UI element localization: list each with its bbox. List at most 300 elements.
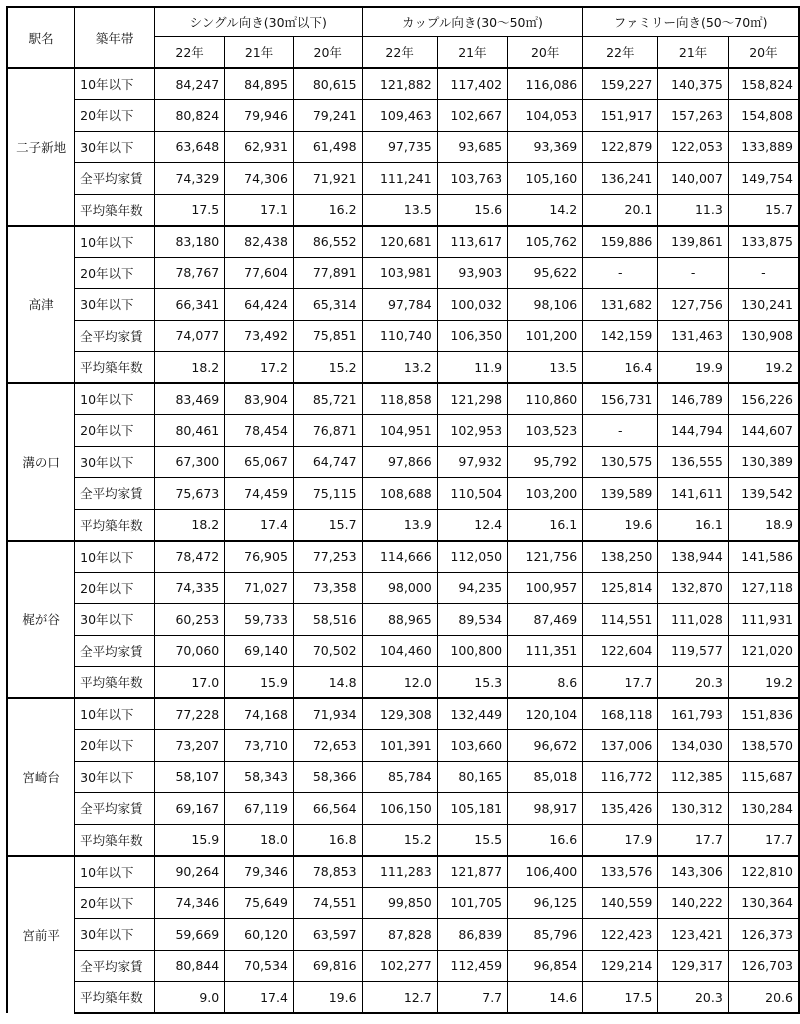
- table-cell: 101,391: [362, 730, 437, 762]
- table-cell: 74,306: [225, 163, 294, 195]
- table-cell: 149,754: [728, 163, 799, 195]
- header-year: 22年: [583, 37, 658, 69]
- table-cell: 103,981: [362, 257, 437, 289]
- table-row: [7, 667, 799, 699]
- table-row: [7, 289, 799, 321]
- station-name: 二子新地: [7, 68, 75, 226]
- table-cell: 131,463: [658, 320, 728, 352]
- table-row: [7, 383, 799, 415]
- table-cell: 9.0: [155, 982, 225, 1014]
- table-cell: 112,385: [658, 761, 728, 793]
- table-cell: 140,007: [658, 163, 728, 195]
- station-name: 高津: [7, 226, 75, 384]
- table-cell: 67,119: [225, 793, 294, 825]
- table-cell: 130,241: [728, 289, 799, 321]
- header-group-single: シングル向き(30㎡以下): [155, 7, 363, 37]
- table-cell: 69,167: [155, 793, 225, 825]
- table-cell: 157,263: [658, 100, 728, 132]
- table-cell: 67,300: [155, 446, 225, 478]
- table-cell: 122,053: [658, 131, 728, 163]
- table-cell: 73,358: [293, 572, 362, 604]
- table-cell: 14.6: [508, 982, 583, 1014]
- table-cell: 161,793: [658, 698, 728, 730]
- table-cell: 108,688: [362, 478, 437, 510]
- table-row: [7, 856, 799, 888]
- table-cell: 111,351: [508, 635, 583, 667]
- table-cell: 70,060: [155, 635, 225, 667]
- row-label: 30年以下: [75, 131, 155, 163]
- table-body: [7, 68, 799, 1013]
- table-header: [7, 7, 799, 68]
- table-cell: 122,604: [583, 635, 658, 667]
- table-cell: 85,018: [508, 761, 583, 793]
- table-cell: 129,317: [658, 950, 728, 982]
- table-cell: 75,673: [155, 478, 225, 510]
- table-cell: 130,284: [728, 793, 799, 825]
- table-cell: 105,160: [508, 163, 583, 195]
- table-cell: 78,472: [155, 541, 225, 573]
- table-cell: 79,346: [225, 856, 294, 888]
- table-cell: 16.2: [293, 194, 362, 226]
- row-label: 10年以下: [75, 226, 155, 258]
- table-cell: 93,903: [437, 257, 507, 289]
- table-cell: 59,733: [225, 604, 294, 636]
- table-cell: 74,329: [155, 163, 225, 195]
- table-cell: 77,253: [293, 541, 362, 573]
- table-cell: 101,705: [437, 887, 507, 919]
- table-cell: 20.1: [583, 194, 658, 226]
- table-cell: 111,241: [362, 163, 437, 195]
- row-label: 全平均家賃: [75, 635, 155, 667]
- table-cell: 58,516: [293, 604, 362, 636]
- table-cell: 17.2: [225, 352, 294, 384]
- table-cell: 105,762: [508, 226, 583, 258]
- row-label: 平均築年数: [75, 194, 155, 226]
- row-label: 20年以下: [75, 887, 155, 919]
- table-cell: 74,335: [155, 572, 225, 604]
- table-cell: 69,816: [293, 950, 362, 982]
- table-cell: 102,953: [437, 415, 507, 447]
- table-cell: 14.8: [293, 667, 362, 699]
- table-cell: 86,552: [293, 226, 362, 258]
- table-cell: 80,165: [437, 761, 507, 793]
- header-year: 22年: [362, 37, 437, 69]
- table-cell: 125,814: [583, 572, 658, 604]
- table-cell: 127,118: [728, 572, 799, 604]
- table-cell: 127,756: [658, 289, 728, 321]
- table-cell: 79,946: [225, 100, 294, 132]
- table-cell: 110,860: [508, 383, 583, 415]
- table-cell: 17.1: [225, 194, 294, 226]
- table-cell: 136,241: [583, 163, 658, 195]
- table-cell: 19.6: [583, 509, 658, 541]
- table-cell: 18.2: [155, 509, 225, 541]
- table-cell: 15.2: [362, 824, 437, 856]
- table-row: [7, 541, 799, 573]
- table-cell: 20.3: [658, 982, 728, 1014]
- row-label: 10年以下: [75, 383, 155, 415]
- table-cell: 63,648: [155, 131, 225, 163]
- table-cell: 151,917: [583, 100, 658, 132]
- table-cell: 14.2: [508, 194, 583, 226]
- table-cell: 17.4: [225, 982, 294, 1014]
- table-row: [7, 982, 799, 1014]
- table-cell: 140,375: [658, 68, 728, 100]
- row-label: 平均築年数: [75, 509, 155, 541]
- table-cell: 84,247: [155, 68, 225, 100]
- table-cell: 66,341: [155, 289, 225, 321]
- table-cell: 75,851: [293, 320, 362, 352]
- table-cell: 139,542: [728, 478, 799, 510]
- table-cell: 103,200: [508, 478, 583, 510]
- table-row: [7, 352, 799, 384]
- table-cell: 118,858: [362, 383, 437, 415]
- table-cell: 80,824: [155, 100, 225, 132]
- row-label: 20年以下: [75, 257, 155, 289]
- table-cell: 17.4: [225, 509, 294, 541]
- table-cell: 158,824: [728, 68, 799, 100]
- table-cell: 144,794: [658, 415, 728, 447]
- table-cell: 13.2: [362, 352, 437, 384]
- table-cell: 12.7: [362, 982, 437, 1014]
- table-cell: 77,228: [155, 698, 225, 730]
- row-label: 全平均家賃: [75, 950, 155, 982]
- table-cell: 98,917: [508, 793, 583, 825]
- table-cell: 19.2: [728, 667, 799, 699]
- table-cell: 85,784: [362, 761, 437, 793]
- row-label: 10年以下: [75, 698, 155, 730]
- table-row: [7, 320, 799, 352]
- table-cell: 154,808: [728, 100, 799, 132]
- table-cell: -: [583, 257, 658, 289]
- table-cell: 104,053: [508, 100, 583, 132]
- table-cell: 77,891: [293, 257, 362, 289]
- table-cell: 17.9: [583, 824, 658, 856]
- table-cell: 130,575: [583, 446, 658, 478]
- table-row: [7, 635, 799, 667]
- row-label: 20年以下: [75, 572, 155, 604]
- table-cell: 78,454: [225, 415, 294, 447]
- table-cell: 113,617: [437, 226, 507, 258]
- table-cell: 104,951: [362, 415, 437, 447]
- table-cell: 122,423: [583, 919, 658, 951]
- table-cell: 99,850: [362, 887, 437, 919]
- table-cell: 11.9: [437, 352, 507, 384]
- table-cell: 16.6: [508, 824, 583, 856]
- table-cell: 61,498: [293, 131, 362, 163]
- table-row: [7, 257, 799, 289]
- row-label: 30年以下: [75, 919, 155, 951]
- table-cell: 13.5: [362, 194, 437, 226]
- row-label: 全平均家賃: [75, 478, 155, 510]
- table-cell: 139,861: [658, 226, 728, 258]
- table-cell: 71,027: [225, 572, 294, 604]
- table-row: [7, 730, 799, 762]
- table-cell: 104,460: [362, 635, 437, 667]
- table-cell: 20.3: [658, 667, 728, 699]
- header-year: 20年: [508, 37, 583, 69]
- table-cell: 117,402: [437, 68, 507, 100]
- table-cell: 100,800: [437, 635, 507, 667]
- table-cell: 97,866: [362, 446, 437, 478]
- table-cell: 151,836: [728, 698, 799, 730]
- table-cell: 13.5: [508, 352, 583, 384]
- table-cell: 15.9: [225, 667, 294, 699]
- table-row: [7, 604, 799, 636]
- table-cell: 60,253: [155, 604, 225, 636]
- table-cell: 138,944: [658, 541, 728, 573]
- table-row: [7, 919, 799, 951]
- table-cell: 111,931: [728, 604, 799, 636]
- row-label: 10年以下: [75, 68, 155, 100]
- table-cell: 71,934: [293, 698, 362, 730]
- table-cell: 106,400: [508, 856, 583, 888]
- row-label: 10年以下: [75, 541, 155, 573]
- table-cell: 15.7: [293, 509, 362, 541]
- table-cell: 87,828: [362, 919, 437, 951]
- table-cell: 126,373: [728, 919, 799, 951]
- table-cell: 106,350: [437, 320, 507, 352]
- row-label: 全平均家賃: [75, 320, 155, 352]
- table-cell: 12.0: [362, 667, 437, 699]
- table-cell: 119,577: [658, 635, 728, 667]
- table-cell: 112,050: [437, 541, 507, 573]
- table-cell: 73,207: [155, 730, 225, 762]
- table-cell: 83,180: [155, 226, 225, 258]
- table-cell: 83,469: [155, 383, 225, 415]
- table-cell: 132,449: [437, 698, 507, 730]
- table-row: [7, 131, 799, 163]
- table-cell: 130,312: [658, 793, 728, 825]
- table-row: [7, 698, 799, 730]
- table-cell: 18.2: [155, 352, 225, 384]
- table-cell: 16.4: [583, 352, 658, 384]
- table-cell: 74,168: [225, 698, 294, 730]
- table-cell: 116,772: [583, 761, 658, 793]
- table-cell: 80,461: [155, 415, 225, 447]
- table-cell: 126,703: [728, 950, 799, 982]
- table-cell: 120,681: [362, 226, 437, 258]
- table-cell: 130,908: [728, 320, 799, 352]
- table-cell: 156,226: [728, 383, 799, 415]
- table-cell: 102,667: [437, 100, 507, 132]
- table-cell: 18.9: [728, 509, 799, 541]
- table-cell: 16.1: [658, 509, 728, 541]
- table-cell: 74,077: [155, 320, 225, 352]
- table-cell: 105,181: [437, 793, 507, 825]
- table-row: [7, 887, 799, 919]
- table-cell: 97,932: [437, 446, 507, 478]
- table-cell: 64,424: [225, 289, 294, 321]
- table-cell: 130,364: [728, 887, 799, 919]
- table-cell: 95,622: [508, 257, 583, 289]
- table-cell: 82,438: [225, 226, 294, 258]
- table-cell: 58,343: [225, 761, 294, 793]
- station-name: 宮崎台: [7, 698, 75, 856]
- table-cell: 17.7: [658, 824, 728, 856]
- table-row: [7, 415, 799, 447]
- table-cell: 69,140: [225, 635, 294, 667]
- table-cell: 72,653: [293, 730, 362, 762]
- table-cell: 65,067: [225, 446, 294, 478]
- row-label: 平均築年数: [75, 352, 155, 384]
- table-row: [7, 950, 799, 982]
- table-cell: 58,107: [155, 761, 225, 793]
- table-cell: 13.9: [362, 509, 437, 541]
- table-cell: 85,721: [293, 383, 362, 415]
- table-cell: 65,314: [293, 289, 362, 321]
- table-cell: 98,000: [362, 572, 437, 604]
- table-row: [7, 194, 799, 226]
- table-cell: 141,611: [658, 478, 728, 510]
- table-cell: 133,889: [728, 131, 799, 163]
- table-cell: 142,159: [583, 320, 658, 352]
- row-label: 30年以下: [75, 761, 155, 793]
- table-cell: 140,222: [658, 887, 728, 919]
- table-cell: 15.2: [293, 352, 362, 384]
- table-row: [7, 509, 799, 541]
- table-cell: 97,735: [362, 131, 437, 163]
- header-building-age: 築年帯: [75, 7, 155, 68]
- header-group-couple: カップル向き(30〜50㎡): [362, 7, 583, 37]
- row-label: 30年以下: [75, 446, 155, 478]
- row-label: 平均築年数: [75, 667, 155, 699]
- table-cell: 106,150: [362, 793, 437, 825]
- table-cell: 139,589: [583, 478, 658, 510]
- table-cell: 123,421: [658, 919, 728, 951]
- table-cell: 100,032: [437, 289, 507, 321]
- table-cell: 130,389: [728, 446, 799, 478]
- table-cell: 109,463: [362, 100, 437, 132]
- row-label: 全平均家賃: [75, 163, 155, 195]
- table-cell: 100,957: [508, 572, 583, 604]
- table-cell: 74,551: [293, 887, 362, 919]
- table-cell: 89,534: [437, 604, 507, 636]
- table-cell: 17.7: [583, 667, 658, 699]
- table-cell: 80,844: [155, 950, 225, 982]
- station-name: 梶が谷: [7, 541, 75, 699]
- station-name: 溝の口: [7, 383, 75, 541]
- table-row: [7, 478, 799, 510]
- table-cell: 60,120: [225, 919, 294, 951]
- table-cell: 143,306: [658, 856, 728, 888]
- row-label: 10年以下: [75, 856, 155, 888]
- station-name: 宮前平: [7, 856, 75, 1014]
- table-cell: 80,615: [293, 68, 362, 100]
- table-cell: 121,882: [362, 68, 437, 100]
- table-cell: 136,555: [658, 446, 728, 478]
- header-year: 21年: [437, 37, 507, 69]
- table-row: [7, 761, 799, 793]
- table-cell: 137,006: [583, 730, 658, 762]
- table-cell: 16.1: [508, 509, 583, 541]
- table-cell: 103,660: [437, 730, 507, 762]
- row-label: 平均築年数: [75, 982, 155, 1014]
- table-cell: 20.6: [728, 982, 799, 1014]
- table-cell: 121,877: [437, 856, 507, 888]
- table-cell: 121,756: [508, 541, 583, 573]
- header-station: 駅名: [7, 7, 75, 68]
- table-cell: 64,747: [293, 446, 362, 478]
- header-group-family: ファミリー向き(50〜70㎡): [583, 7, 799, 37]
- table-cell: 110,504: [437, 478, 507, 510]
- table-cell: 93,369: [508, 131, 583, 163]
- table-cell: 168,118: [583, 698, 658, 730]
- table-cell: 134,030: [658, 730, 728, 762]
- table-cell: 144,607: [728, 415, 799, 447]
- table-cell: 19.9: [658, 352, 728, 384]
- table-cell: 122,810: [728, 856, 799, 888]
- table-cell: 135,426: [583, 793, 658, 825]
- table-cell: 132,870: [658, 572, 728, 604]
- table-cell: 63,597: [293, 919, 362, 951]
- row-label: 20年以下: [75, 415, 155, 447]
- table-row: [7, 446, 799, 478]
- table-cell: 76,871: [293, 415, 362, 447]
- table-cell: 17.5: [583, 982, 658, 1014]
- table-cell: 103,523: [508, 415, 583, 447]
- table-row: [7, 163, 799, 195]
- table-cell: 112,459: [437, 950, 507, 982]
- table-cell: 120,104: [508, 698, 583, 730]
- table-cell: 122,879: [583, 131, 658, 163]
- table-cell: 62,931: [225, 131, 294, 163]
- table-cell: 70,502: [293, 635, 362, 667]
- table-cell: 93,685: [437, 131, 507, 163]
- table-cell: 70,534: [225, 950, 294, 982]
- table-cell: 111,283: [362, 856, 437, 888]
- table-cell: 79,241: [293, 100, 362, 132]
- table-cell: 66,564: [293, 793, 362, 825]
- table-cell: 73,492: [225, 320, 294, 352]
- table-cell: 71,921: [293, 163, 362, 195]
- table-cell: 17.5: [155, 194, 225, 226]
- table-cell: 121,298: [437, 383, 507, 415]
- table-cell: 12.4: [437, 509, 507, 541]
- table-cell: 98,106: [508, 289, 583, 321]
- table-cell: 129,308: [362, 698, 437, 730]
- table-cell: 140,559: [583, 887, 658, 919]
- row-label: 30年以下: [75, 604, 155, 636]
- table-cell: 11.3: [658, 194, 728, 226]
- table-cell: -: [658, 257, 728, 289]
- table-cell: 138,250: [583, 541, 658, 573]
- table-cell: 78,853: [293, 856, 362, 888]
- table-cell: 74,459: [225, 478, 294, 510]
- table-cell: 77,604: [225, 257, 294, 289]
- table-cell: 129,214: [583, 950, 658, 982]
- table-cell: 83,904: [225, 383, 294, 415]
- table-cell: 138,570: [728, 730, 799, 762]
- row-label: 20年以下: [75, 100, 155, 132]
- table-row: [7, 68, 799, 100]
- table-cell: 78,767: [155, 257, 225, 289]
- table-cell: 146,789: [658, 383, 728, 415]
- table-cell: 90,264: [155, 856, 225, 888]
- table-cell: 96,854: [508, 950, 583, 982]
- header-year: 21年: [225, 37, 294, 69]
- table-cell: 141,586: [728, 541, 799, 573]
- table-cell: 8.6: [508, 667, 583, 699]
- table-cell: 115,687: [728, 761, 799, 793]
- table-cell: 18.0: [225, 824, 294, 856]
- table-cell: 58,366: [293, 761, 362, 793]
- table-row: [7, 572, 799, 604]
- table-cell: 17.0: [155, 667, 225, 699]
- table-row: [7, 226, 799, 258]
- table-cell: 121,020: [728, 635, 799, 667]
- row-label: 20年以下: [75, 730, 155, 762]
